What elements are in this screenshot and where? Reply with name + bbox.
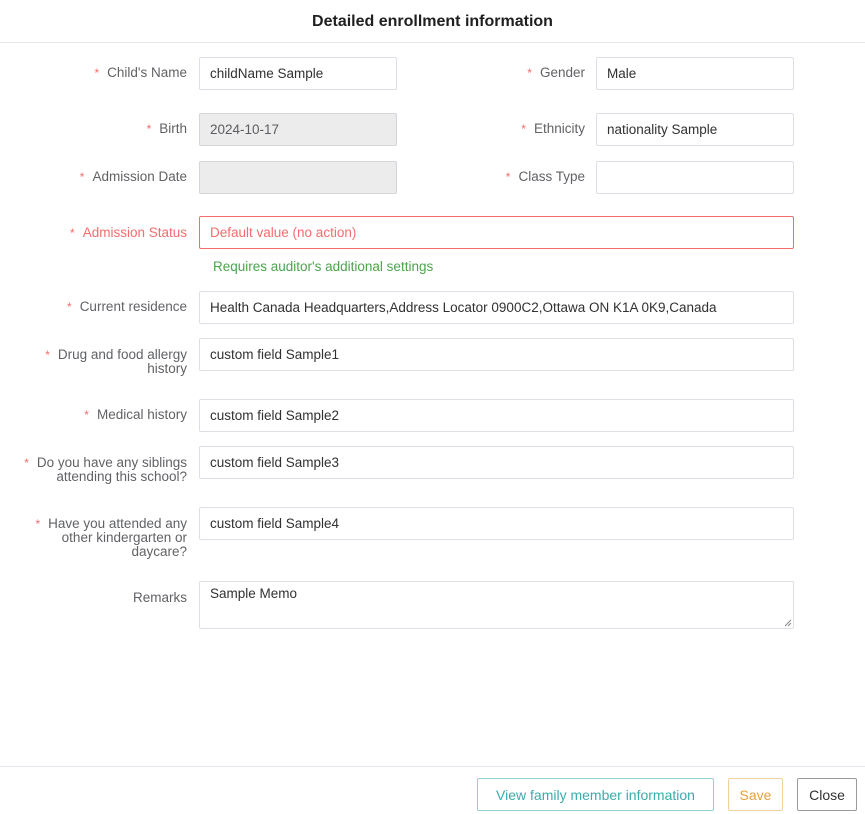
allergy-history-label: * Drug and food allergy history xyxy=(45,347,187,376)
admission-date-label: * Admission Date xyxy=(79,169,187,184)
dialog-title: Detailed enrollment information xyxy=(312,13,553,30)
save-button[interactable]: Save xyxy=(728,778,783,811)
remarks-text: Sample Memo xyxy=(210,586,298,601)
remarks-textarea[interactable] xyxy=(199,581,794,629)
required-mark: * xyxy=(79,170,85,184)
admission-status-select[interactable]: Default value (no action) xyxy=(199,216,794,249)
resize-handle-icon[interactable] xyxy=(784,619,792,627)
allergy-history-input[interactable]: custom field Sample1 xyxy=(199,338,794,371)
child-name-input[interactable]: childName Sample xyxy=(199,57,397,90)
birth-label: * Birth xyxy=(146,121,187,136)
view-family-member-button[interactable]: View family member information xyxy=(477,778,714,811)
current-residence-input[interactable]: Health Canada Headquarters,Address Locator 0900C2,Ottawa ON K1A 0K9,Canada xyxy=(199,291,794,324)
siblings-input[interactable]: custom field Sample3 xyxy=(199,446,794,479)
required-mark: * xyxy=(35,517,41,531)
dialog-header xyxy=(0,0,865,43)
dialog-footer xyxy=(0,766,865,814)
child-name-label: * Child's Name xyxy=(94,65,187,80)
required-mark: * xyxy=(84,408,89,422)
ethnicity-label: * Ethnicity xyxy=(521,121,585,136)
ethnicity-input[interactable]: nationality Sample xyxy=(596,113,794,146)
gender-label: * Gender xyxy=(527,65,585,80)
admission-date-input xyxy=(199,161,397,194)
required-mark: * xyxy=(527,66,532,80)
medical-history-input[interactable]: custom field Sample2 xyxy=(199,399,794,432)
siblings-label: * Do you have any siblings attending this school? xyxy=(24,455,187,484)
birth-input: 2024-10-17 xyxy=(199,113,397,146)
class-type-input[interactable] xyxy=(596,161,794,194)
other-kindergarten-label: * Have you attended any other kindergarten or daycare? xyxy=(35,516,187,559)
required-mark: * xyxy=(45,348,50,362)
required-mark: * xyxy=(24,456,29,470)
required-mark: * xyxy=(505,170,511,184)
admission-status-label: * Admission Status xyxy=(70,225,187,240)
required-mark: * xyxy=(70,226,75,240)
required-mark: * xyxy=(521,122,526,136)
class-type-label: * Class Type xyxy=(505,169,585,184)
medical-history-label: * Medical history xyxy=(84,407,187,422)
close-button[interactable]: Close xyxy=(797,778,857,811)
required-mark: * xyxy=(146,122,152,136)
required-mark: * xyxy=(67,300,72,314)
remarks-label: Remarks xyxy=(132,590,187,605)
required-mark: * xyxy=(94,66,100,80)
current-residence-label: * Current residence xyxy=(67,299,187,314)
gender-input[interactable]: Male xyxy=(596,57,794,90)
other-kindergarten-input[interactable]: custom field Sample4 xyxy=(199,507,794,540)
admission-status-hint: Requires auditor's additional settings xyxy=(213,259,434,274)
